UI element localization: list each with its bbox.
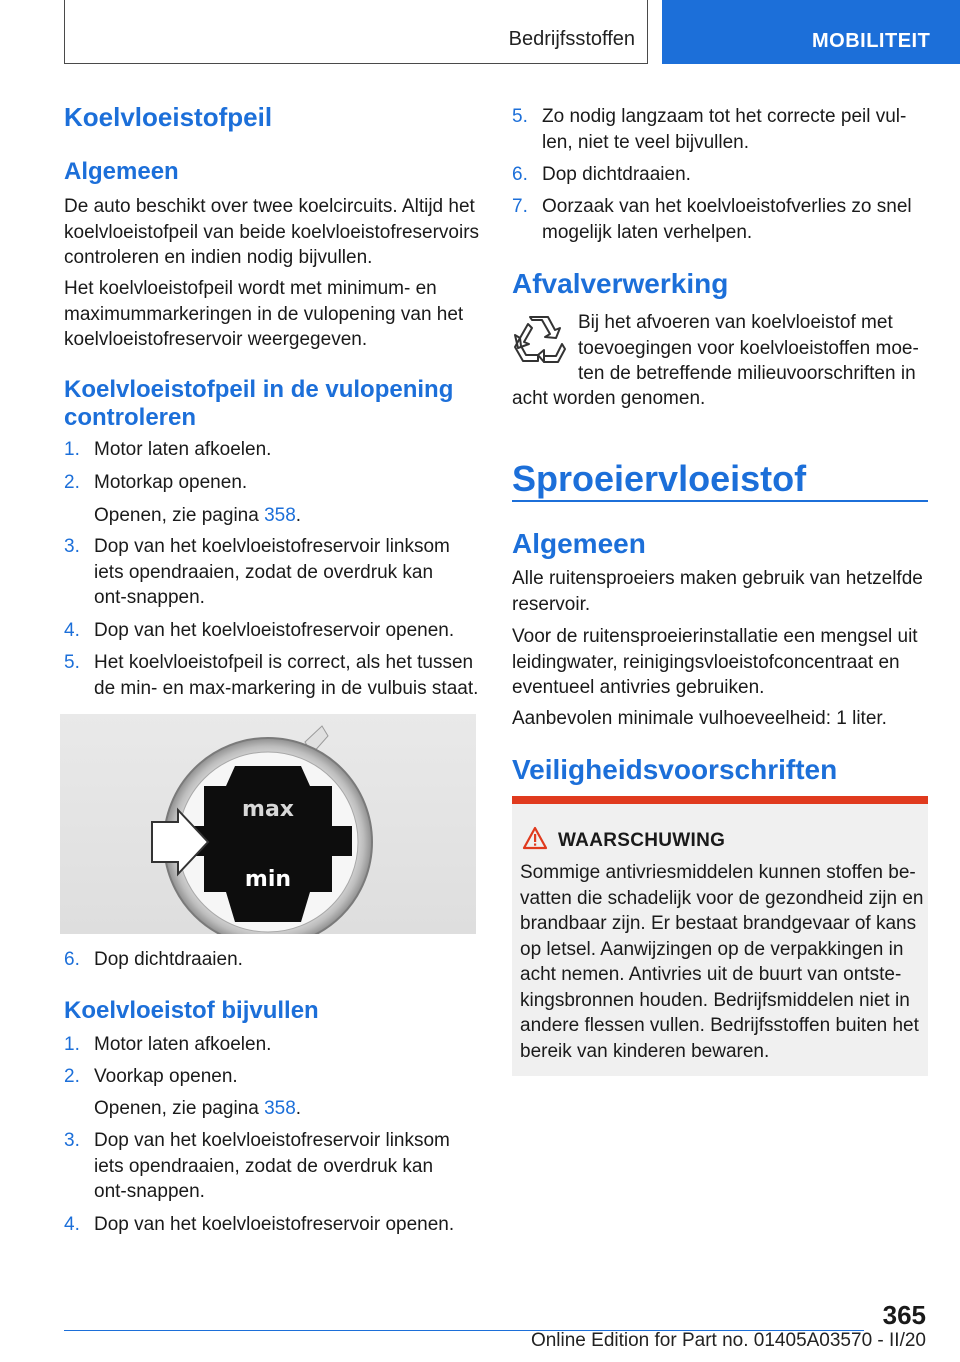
fill-step-7: 7. Oorzaak van het koelvloeistofverlies zo snel mogelijk laten verhelpen.	[512, 196, 912, 243]
heading-safety-instructions: Veiligheidsvoorschriften	[512, 754, 838, 785]
warning-text: Sommige antivriesmiddelen kunnen stoffen be-vatten die schadelijk voor de gezondheid zijn en brandbaar zijn. Er bestaat brandgevaar of kans op letsel. Aanwijzingen op de verpakkingen in acht nemen. Antivries uit de buurt van ontste-kingsbronnen houden. Bedrijfsmiddelen niet in andere flessen vullen. Bedrijfsstoffen buiten het bereik van kinderen bewaren.	[520, 862, 924, 1062]
check-step-1: 1. Motor laten afkoelen.	[64, 439, 272, 460]
waste-text-lines: Bij het afvoeren van koelvloeistof met toevoegingen voor koelvloeistoffen moe- ten de betreffende milieuvoorschriften in	[578, 312, 919, 384]
min-marking: min	[244, 867, 292, 892]
fill-step-4: 4. Dop van het koelvloeistofreservoir openen.	[64, 1214, 455, 1235]
page-link-358[interactable]: 358	[264, 505, 296, 526]
washer-paragraph-2: Voor de ruitensproeierinstallatie een mengsel uit leidingwater, reinigingsvloeistofconcentraat en eventueel antivries gebruiken.	[512, 626, 918, 698]
section-title-coolant-level: Koelvloeistofpeil	[64, 102, 273, 132]
page-number: 365	[882, 1300, 926, 1330]
fill-step-2: 2. Voorkap openen.	[64, 1066, 238, 1087]
waste-text-tail: acht worden genomen.	[512, 388, 706, 409]
header-category-tab	[662, 0, 960, 64]
check-step-6: 6. Dop dichtdraaien.	[64, 949, 243, 970]
heading-general: Algemeen	[64, 158, 179, 185]
washer-paragraph-1: Alle ruitensproeiers maken gebruik van hetzelfde reservoir.	[512, 568, 923, 615]
check-step-3: 3. Dop van het koelvloeistofreservoir linksom iets opendraaien, zodat de overdruk kan ont-snappen.	[64, 536, 450, 608]
heading-washer-general: Algemeen	[512, 528, 646, 559]
fill-step-5: 5. Zo nodig langzaam tot het correcte peil vul-len, niet te veel bijvullen.	[512, 106, 907, 153]
fill-step-6: 6. Dop dichtdraaien.	[512, 164, 691, 185]
warning-title: WAARSCHUWING	[558, 830, 726, 851]
page-link-358[interactable]: 358	[264, 1098, 296, 1119]
check-step-2-reference: Openen, zie pagina 358.	[94, 505, 302, 526]
general-paragraph-1: De auto beschikt over twee koelcircuits. Altijd het koelvloeistofpeil van beide koelvloeistofreservoirs controleren en indien nodig bijvullen.	[64, 196, 480, 268]
section-title-washer-fluid: Sproeiervloeistof	[512, 458, 807, 499]
title-underline	[512, 500, 928, 502]
footer-edition: Online Edition for Part no. 01405A03570 - II/20	[530, 1330, 926, 1351]
check-step-2: 2. Motorkap openen.	[64, 472, 248, 493]
recycle-icon	[512, 314, 566, 373]
general-paragraph-2: Het koelvloeistofpeil wordt met minimum- en maximummarkeringen in de vulopening van het koelvloeistofreservoir weergegeven.	[64, 278, 464, 350]
max-marking: max	[242, 797, 294, 822]
check-step-5: 5. Het koelvloeistofpeil is correct, als het tussen de min- en max-markering in de vulbuis staat.	[64, 652, 479, 699]
check-step-4: 4. Dop van het koelvloeistofreservoir openen.	[64, 620, 455, 641]
heading-coolant-refill: Koelvloeistof bijvullen	[64, 997, 319, 1024]
header-section-box	[64, 0, 648, 64]
heading-waste-disposal: Afvalverwerking	[512, 268, 729, 299]
warning-triangle-icon	[522, 826, 548, 855]
fill-step-2-reference: Openen, zie pagina 358.	[94, 1098, 302, 1119]
heading-check-fill-opening: Koelvloeistofpeil in de vulopening controleren	[64, 376, 454, 431]
fill-step-3: 3. Dop van het koelvloeistofreservoir linksom iets opendraaien, zodat de overdruk kan ont-snappen.	[64, 1130, 450, 1202]
header-section-title: Bedrijfsstoffen	[508, 28, 635, 50]
coolant-cap-illustration	[60, 714, 476, 934]
header-category-label: MOBILITEIT	[812, 30, 931, 52]
fill-step-1: 1. Motor laten afkoelen.	[64, 1034, 272, 1055]
warning-box	[512, 796, 928, 1076]
washer-paragraph-3: Aanbevolen minimale vulhoeveelheid: 1 liter.	[512, 708, 887, 729]
